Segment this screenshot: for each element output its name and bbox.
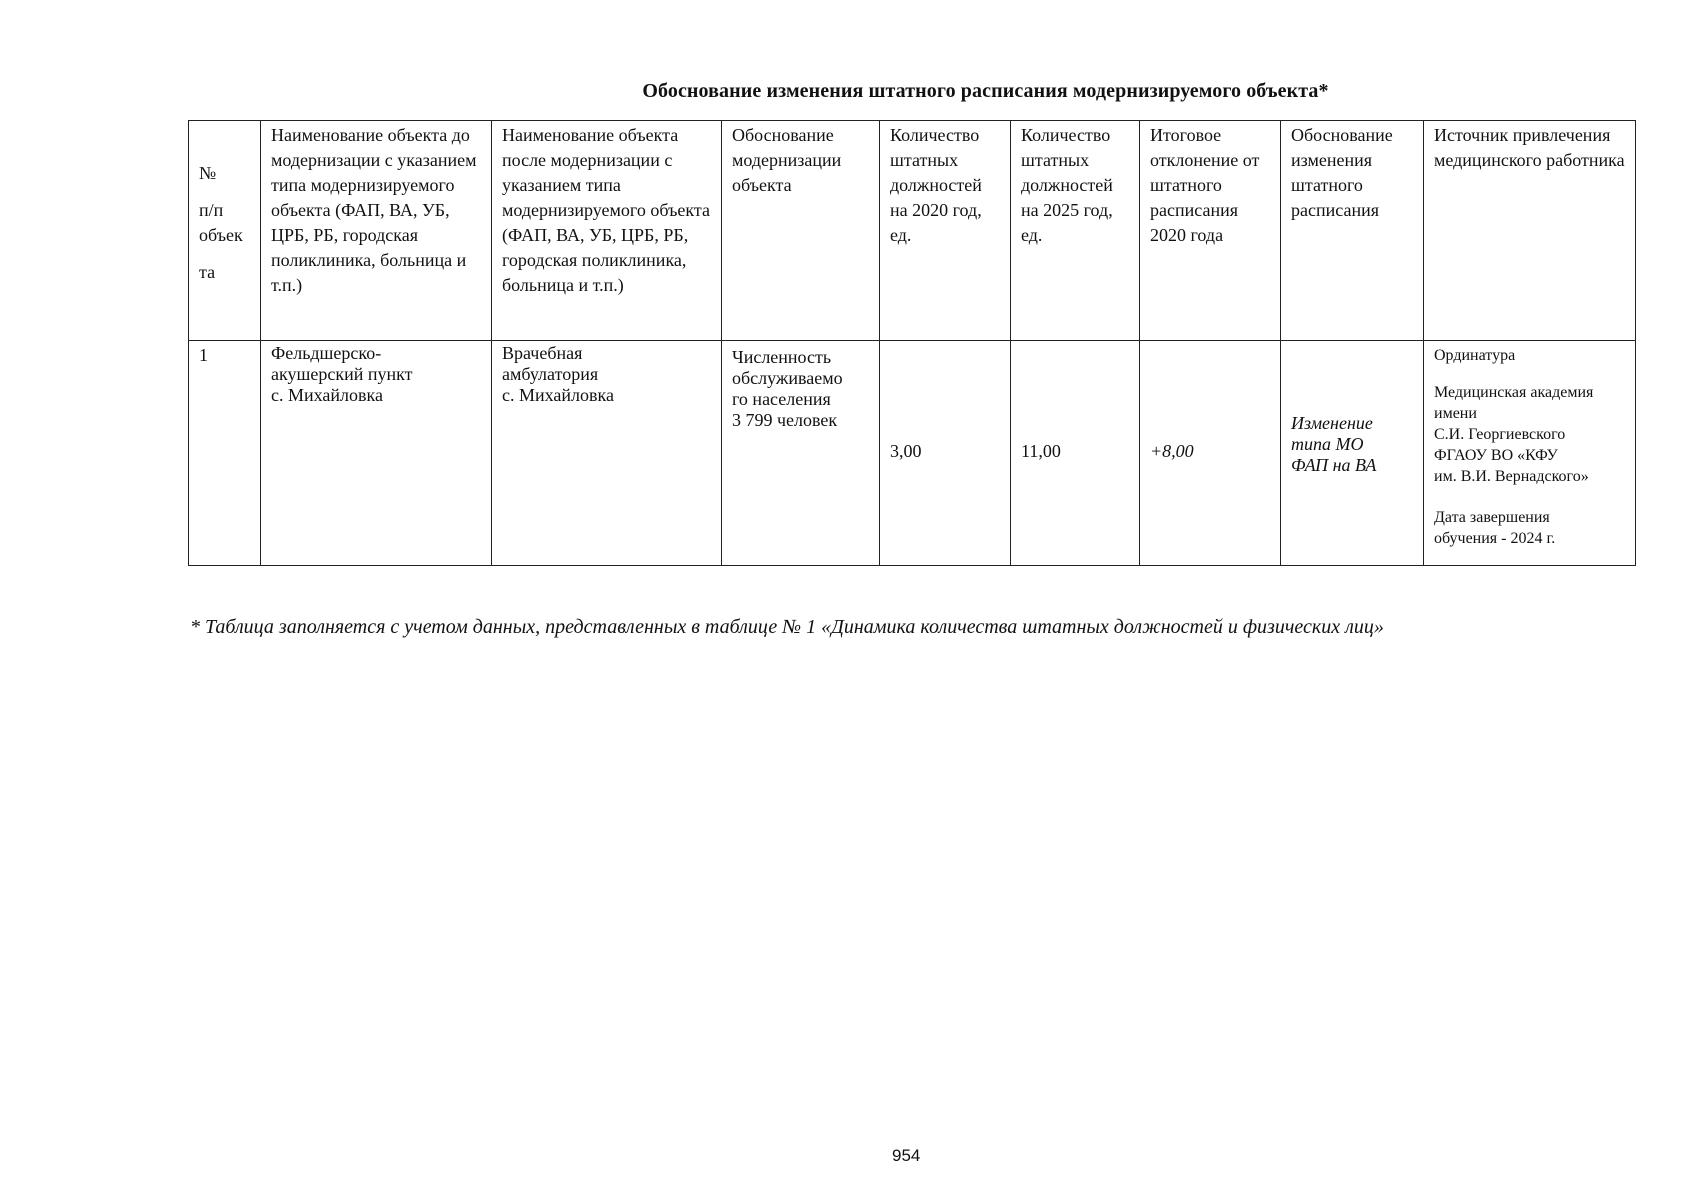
cell-num: 1: [189, 341, 261, 566]
header-change-reason: Обоснование изменения штатного расписания: [1281, 121, 1424, 341]
cell-line: типа МО: [1291, 434, 1364, 454]
document-title: Обоснование изменения штатного расписания модернизируемого объекта*: [642, 80, 1329, 102]
source-completion-line: обучения - 2024 г.: [1434, 530, 1556, 547]
header-num-line: п/п: [199, 200, 224, 220]
cell-before: [261, 341, 492, 566]
cell-line: 3 799 человек: [732, 410, 838, 430]
table-header-row: [189, 121, 1636, 341]
cell-after: [492, 341, 722, 566]
cell-justification: [722, 341, 880, 566]
footnote: * Таблица заполняется с учетом данных, представленных в таблице № 1 «Динамика количества штатных должностей и физических лиц»: [190, 616, 1384, 638]
cell-staff-2025: 11,00: [1011, 341, 1140, 566]
source-institution-line: С.И. Георгиевского: [1434, 426, 1566, 443]
cell-line: го населения: [732, 389, 831, 409]
source-type: Ординатура: [1434, 347, 1516, 364]
cell-line: Изменение: [1291, 413, 1373, 433]
header-after: Наименование объекта после модернизации с указанием типа модернизируемого объекта (ФАП, ВА, УБ, ЦРБ, РБ, городская поликлиника, больница и т.п.): [492, 121, 722, 341]
cell-line: Фельдшерско-: [271, 343, 382, 363]
header-source: Источник привлечения медицинского работника: [1424, 121, 1636, 341]
header-staff-2020: Количество штатных должностей на 2020 год, ед.: [880, 121, 1011, 341]
header-staff-2025: Количество штатных должностей на 2025 год, ед.: [1011, 121, 1140, 341]
cell-line: ФАП на ВА: [1291, 455, 1377, 475]
page-number: 954: [892, 1146, 921, 1165]
source-completion-line: Дата завершения: [1434, 509, 1550, 526]
cell-staff-2020: 3,00: [880, 341, 1011, 566]
table-row: [189, 341, 1636, 566]
header-num-line: №: [199, 163, 217, 183]
cell-line: Численность: [732, 347, 832, 367]
header-deviation: Итоговое отклонение от штатного расписания 2020 года: [1140, 121, 1281, 341]
cell-deviation: +8,00: [1140, 341, 1281, 566]
header-num-line: объек: [199, 225, 243, 245]
cell-line: Врачебная: [502, 343, 583, 363]
source-institution-line: имени: [1434, 405, 1477, 422]
staff-change-table: [188, 120, 1636, 566]
source-institution-line: Медицинская академия: [1434, 384, 1594, 401]
header-num: [189, 121, 261, 341]
cell-line: с. Михайловка: [271, 385, 383, 405]
cell-line: акушерский пункт: [271, 364, 413, 384]
cell-source: [1424, 341, 1636, 566]
source-institution-line: ФГАОУ ВО «КФУ: [1434, 447, 1558, 464]
cell-line: обслуживаемо: [732, 368, 843, 388]
cell-line: амбулатория: [502, 364, 599, 384]
header-num-line: та: [199, 262, 216, 282]
cell-line: с. Михайловка: [502, 385, 614, 405]
header-before: Наименование объекта до модернизации с указанием типа модернизируемого объекта (ФАП, ВА, УБ, ЦРБ, РБ, городская поликлиника, больница и т.п.): [261, 121, 492, 341]
header-justification: Обоснование модернизации объекта: [722, 121, 880, 341]
source-institution-line: им. В.И. Вернадского»: [1434, 468, 1589, 485]
cell-change-reason: [1281, 341, 1424, 566]
